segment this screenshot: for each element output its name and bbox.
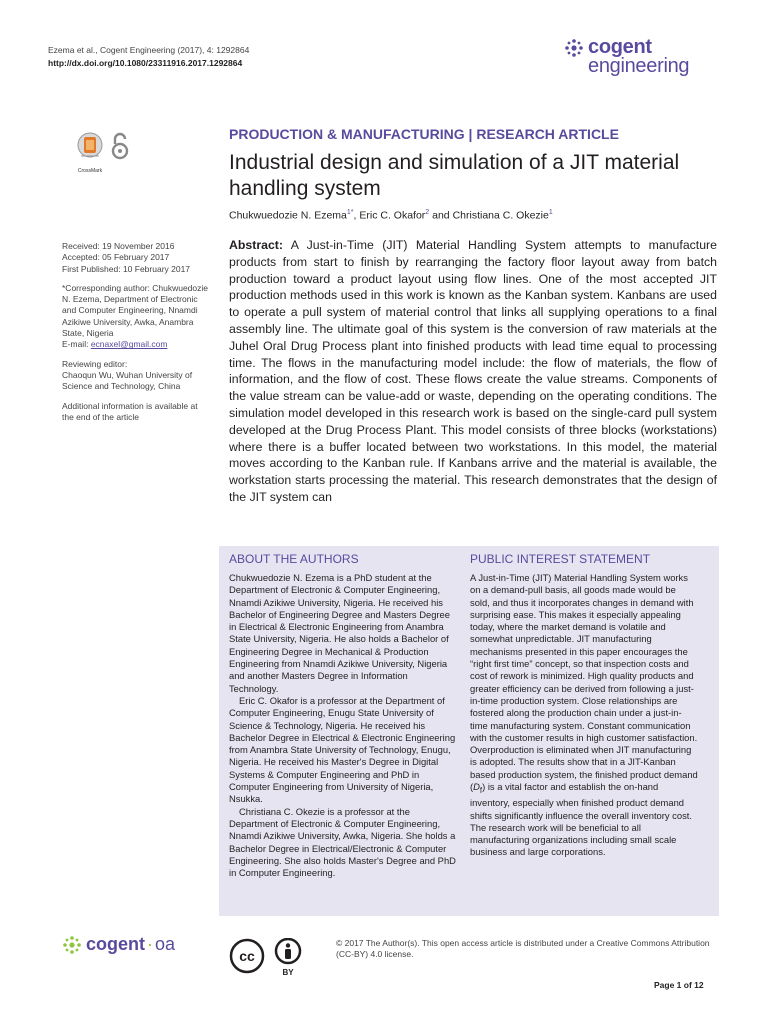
accepted-date: Accepted: 05 February 2017 — [62, 252, 170, 263]
abstract-label: Abstract: — [229, 238, 283, 252]
attribution-icon — [273, 938, 303, 978]
demand-symbol-sub: f — [479, 785, 483, 795]
received-date: Received: 19 November 2016 — [62, 241, 175, 251]
public-interest-heading: PUBLIC INTEREST STATEMENT — [470, 552, 651, 566]
crossmark-icon — [77, 132, 103, 162]
author-name: Eric C. Okafor — [359, 209, 426, 222]
abstract-text: A Just-in-Time (JIT) Material Handling System attempts to manufacture products from start to finish by rearranging the factory floor layout away from batch production toward a product layout using flow lines. One of the most accepted JIT production methods used in this work is known as the Kanban system. Kanbans are used to operate a pull system of material control that links all supplying operations to a final assembly line. The ultimate goal of this system is the conversion of raw materials at the Juhel Oral Drug Process plant into finished products with lead time equal to processing time. The flows in the manufacturing model include: the flow of materials, the flow of information, and the flow of cost. These flows create the value streams. Components of the value stream can be value-add or waste, depending on the operating conditions. The simulation model developed in this research work is based on the single-card pull system developed at the Drug Process Plant. This model consists of three blocks (workstations) where there is a buffer located between two workstations. In this model, the material moves according to the Kanban rule. If Kanbans arrive and the material is available, the workstation starts processing the material. This research demonstrates that the design of the JIT system can — [229, 238, 717, 504]
abstract — [229, 237, 717, 506]
demand-symbol: D — [473, 781, 480, 793]
doi-link[interactable]: http://dx.doi.org/10.1080/23311916.2017.1292864 — [48, 58, 243, 68]
public-interest-part: A Just-in-Time (JIT) Material Handling System works on a demand-pull basis, all goods made would be sold, and thus it incorporates changes in demand with surprising ease. This makes it especially appealing today, where the market demand is volatile and somewhat unpredictable. JIT manufacturing mechanisms presented in this paper encourages the “right first time” concept, so that inspection costs and cost of rework is minimized. High quality products and greater efficiency can be derived from following a just-in-time production system. Close relationships are fostered along the production chain under a just-in-time manufacturing system. Constant communication with the customer results in high customer satisfaction. Overproduction is eliminated when JIT manufacturing is adopted. The results show that in a JIT-Kanban based production system, the finished product demand ( — [470, 572, 698, 793]
by-label: BY — [282, 968, 294, 977]
footer-brand-sep: · — [147, 934, 154, 954]
author-separator: and — [429, 209, 453, 222]
citation-text: Ezema et al., Cogent Engineering (2017), 4: 1292864 — [48, 45, 250, 55]
creative-commons-icon — [229, 938, 265, 974]
brand-cogent: cogent — [588, 36, 652, 58]
corresponding-text: *Corresponding author: Chukwuedozie N. Ezema, Department of Electronic and Computer Engineering, Nnamdi Azikiwe University, Awka, Anambra State, Nigeria — [62, 282, 209, 339]
public-interest-text — [470, 572, 698, 859]
author-bio: Chukwuedozie N. Ezema is a PhD student at the Department of Electronic & Computer Engineering, Nnamdi Azikiwe University, Nigeria. He received his Bachelor of Engineering Degree and Masters Degree in Electrical & Electronic Engineering from Anambra State University, Nigeria. He also holds a Bachelor of Engineering Degree in Mechanical & Production Engineering from Nnamdi Azikiwe University, Nigeria and another Masters Degree in Information Technology. — [229, 572, 450, 694]
about-authors-text — [229, 572, 457, 879]
author-separator: , — [353, 209, 360, 222]
cogent-engineering-logo — [564, 36, 724, 78]
author-affiliation[interactable]: 1* — [346, 209, 354, 216]
author-list — [229, 209, 553, 222]
cogent-burst-icon — [564, 38, 584, 58]
page-number: Page 1 of 12 — [654, 980, 704, 990]
brand-engineering: engineering — [588, 55, 690, 77]
reviewer-name: Chaoqun Wu, Wuhan University of Science and Technology, China — [62, 369, 193, 392]
reviewing-label: Reviewing editor: — [62, 358, 128, 369]
author-name: Christiana C. Okezie — [452, 209, 549, 222]
email-label: E-mail: — [62, 339, 91, 350]
article-metadata-sidebar — [62, 241, 210, 431]
author-name: Chukwuedozie N. Ezema — [229, 209, 347, 222]
cc-letters: cc — [239, 948, 255, 964]
author-affiliation[interactable]: 2 — [425, 209, 430, 216]
public-interest-part: ) is a vital factor and establish the on-hand inventory, especially when finished product demand shifts significantly influence the overall inventory cost. The research work will be beneficial to all manufacturing organizations including small scale business and large corporations. — [470, 781, 692, 858]
cc-by-badge[interactable] — [229, 938, 303, 978]
open-access-icon — [111, 132, 129, 165]
article-section-label: PRODUCTION & MANUFACTURING | RESEARCH ARTICLE — [229, 126, 619, 142]
cogent-burst-icon — [62, 935, 82, 955]
license-text: © 2017 The Author(s). This open access article is distributed under a Creative Commons Attribution (CC-BY) 4.0 license. — [336, 938, 710, 959]
corresponding-author — [62, 283, 210, 351]
cogent-oa-logo — [62, 934, 175, 955]
citation-block — [48, 44, 249, 70]
additional-info: Additional information is available at the end of the article — [62, 400, 198, 422]
article-title: Industrial design and simulation of a JIT material handling system — [229, 151, 680, 200]
crossmark-badge[interactable] — [72, 132, 108, 174]
published-date: First Published: 10 February 2017 — [62, 263, 191, 274]
reviewing-editor — [62, 359, 210, 393]
author-bio: Eric C. Okafor is a professor at the Department of Computer Engineering, Enugu State University of Science & Technology, Nigeria. He received his Bachelor Degree in Electrical & Electronic Engineering from Anambra State University of Technology, Enugu, Nigeria. He received his Master's Degree in Digital Systems & Computer Engineering and PhD in Computer Engineering from University of Nigeria, Nsukka. — [229, 694, 456, 805]
footer-brand: cogent — [86, 934, 146, 954]
author-affiliation[interactable]: 1 — [548, 209, 553, 216]
footer-brand-oa: oa — [155, 934, 176, 954]
about-authors-heading: ABOUT THE AUTHORS — [229, 552, 359, 566]
email-link[interactable]: ecnaxel@gmail.com — [90, 339, 168, 350]
crossmark-label: CrossMark — [77, 168, 103, 174]
dates — [62, 241, 210, 275]
author-bio: Christiana C. Okezie is a professor at the Department of Electronic & Computer Engineering, Nnamdi Azikiwe University, Awka, Nigeria. She holds a Bachelor Degree in Electrical/Electronic & Computer Engineering. She also holds Master's Degree and PhD in Computer Engineering. — [229, 805, 456, 879]
